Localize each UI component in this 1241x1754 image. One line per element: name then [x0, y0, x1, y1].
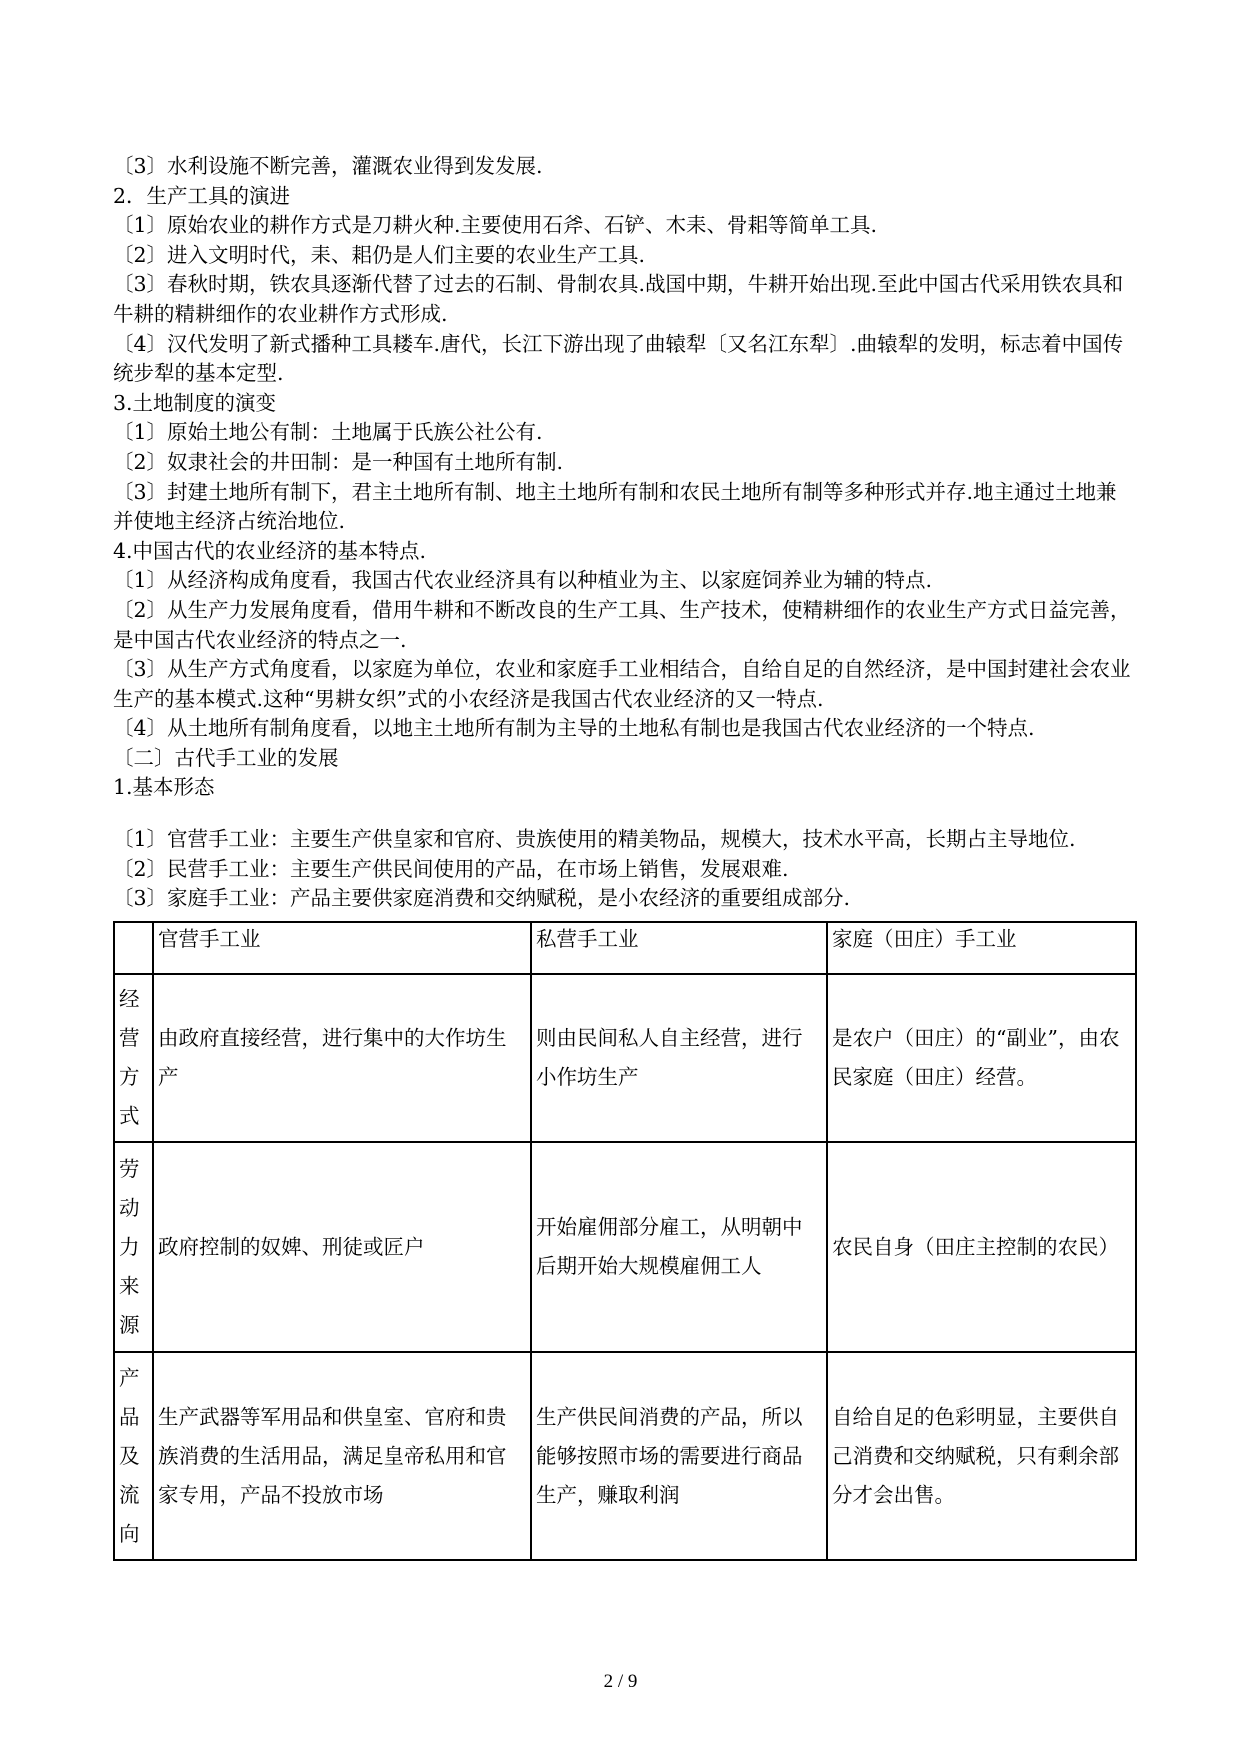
table-header-cell: 官营手工业 [153, 922, 531, 974]
table-cell: 自给自足的色彩明显，主要供自己消费和交纳赋税，只有剩余部分才会出售。 [827, 1352, 1136, 1560]
table-header-cell: 私营手工业 [531, 922, 827, 974]
paragraph: 〔3〕春秋时期，铁农具逐渐代替了过去的石制、骨制农具.战国中期，牛耕开始出现.至此中国古代采用铁农具和牛耕的精耕细作的农业耕作方式形成. [113, 272, 1124, 326]
handicraft-comparison-table [113, 921, 1137, 1561]
page-number: 2 / 9 [603, 1671, 638, 1692]
section-heading: 〔二〕古代手工业的发展 [113, 745, 339, 770]
table-header-cell: 家庭（田庄）手工业 [827, 922, 1136, 974]
section-heading: 1.基本形态 [113, 775, 215, 800]
table-cell: 由政府直接经营，进行集中的大作坊生产 [153, 974, 531, 1142]
table-row [114, 1142, 1136, 1352]
paragraph: 〔3〕水利设施不断完善，灌溉农业得到发发展. [113, 154, 543, 178]
paragraph: 〔1〕从经济构成角度看，我国古代农业经济具有以种植业为主、以家庭饲养业为辅的特点. [113, 568, 933, 593]
document-body [113, 152, 1135, 914]
table-header-row [114, 922, 1136, 974]
table-cell: 政府控制的奴婢、刑徒或匠户 [153, 1142, 531, 1352]
spacer [113, 803, 1135, 825]
paragraph: 〔1〕原始农业的耕作方式是刀耕火种.主要使用石斧、石铲、木耒、骨耜等简单工具. [113, 213, 878, 238]
section-heading: 3.土地制度的演变 [113, 390, 277, 415]
paragraph: 〔2〕进入文明时代，耒、耜仍是人们主要的农业生产工具. [113, 242, 646, 267]
paragraph: 〔1〕原始土地公有制：土地属于氏族公社公有. [113, 420, 543, 445]
table-cell: 是农户（田庄）的“副业”，由农民家庭（田庄）经营。 [827, 974, 1136, 1142]
table-cell: 开始雇佣部分雇工，从明朝中后期开始大规模雇佣工人 [531, 1142, 827, 1352]
paragraph: 〔3〕家庭手工业：产品主要供家庭消费和交纳赋税，是小农经济的重要组成部分. [113, 886, 851, 911]
table-cell: 农民自身（田庄主控制的农民） [827, 1142, 1136, 1352]
section-heading: 2．生产工具的演进 [113, 183, 291, 208]
section-heading: 4.中国古代的农业经济的基本特点. [113, 538, 427, 563]
paragraph: 〔1〕官营手工业：主要生产供皇家和官府、贵族使用的精美物品，规模大，技术水平高，长期占主导地位. [113, 827, 1076, 852]
table-header-cell [114, 922, 153, 974]
paragraph: 〔3〕从生产方式角度看，以家庭为单位，农业和家庭手工业相结合，自给自足的自然经济，是中国封建社会农业生产的基本模式.这种“男耕女织”式的小农经济是我国古代农业经济的又一特点. [113, 657, 1131, 711]
row-label: 经营方式 [114, 974, 153, 1142]
row-label: 产品及流向 [114, 1352, 153, 1560]
table-cell: 生产武器等军用品和供皇室、官府和贵族消费的生活用品，满足皇帝私用和官家专用，产品不投放市场 [153, 1352, 531, 1560]
paragraph: 〔4〕从土地所有制角度看，以地主土地所有制为主导的土地私有制也是我国古代农业经济的一个特点. [113, 716, 1035, 741]
paragraph: 〔2〕从生产力发展角度看，借用牛耕和不断改良的生产工具、生产技术，使精耕细作的农业生产方式日益完善，是中国古代农业经济的特点之一. [113, 597, 1131, 652]
paragraph: 〔2〕奴隶社会的井田制：是一种国有土地所有制. [113, 449, 564, 474]
paragraph: 〔4〕汉代发明了新式播种工具耧车.唐代，长江下游出现了曲辕犁〔又名江东犁〕.曲辕犁的发明，标志着中国传统步犁的基本定型. [113, 331, 1124, 386]
paragraph: 〔3〕封建土地所有制下，君主土地所有制、地主土地所有制和农民土地所有制等多种形式并存.地主通过土地兼并使地主经济占统治地位. [113, 479, 1117, 534]
table-row [114, 1352, 1136, 1560]
table-cell: 生产供民间消费的产品，所以能够按照市场的需要进行商品生产，赚取利润 [531, 1352, 827, 1560]
table-row [114, 974, 1136, 1142]
row-label: 劳动力来源 [114, 1142, 153, 1352]
table-cell: 则由民间私人自主经营，进行小作坊生产 [531, 974, 827, 1142]
paragraph: 〔2〕民营手工业：主要生产供民间使用的产品，在市场上销售，发展艰难. [113, 856, 789, 881]
